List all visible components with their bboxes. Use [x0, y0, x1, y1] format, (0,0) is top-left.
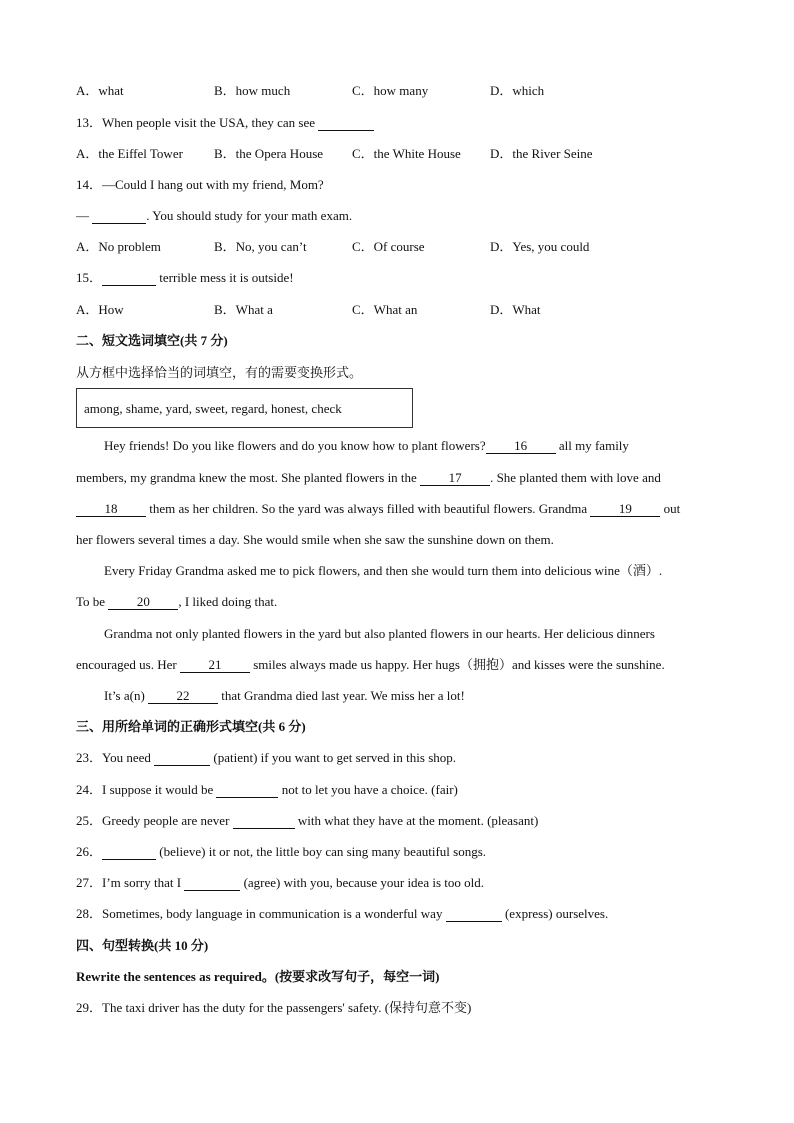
- q24-hint: not to let you have a choice. (fair): [281, 782, 458, 797]
- blank-16: 16: [486, 439, 556, 454]
- q25: [76, 812, 538, 830]
- q26-hint: (believe) it or not, the little boy can sing many beautiful songs.: [159, 844, 486, 859]
- passage-text: Hey friends! Do you like flowers and do you know how to plant flowers?: [104, 438, 486, 453]
- q27-text: 27．I’m sorry that I: [76, 875, 182, 890]
- q15-stem: [76, 269, 294, 287]
- q15-number: 15．: [76, 270, 103, 285]
- q13-blank: [318, 116, 374, 131]
- q25-text: 25．Greedy people are never: [76, 813, 230, 828]
- q28: [76, 905, 608, 923]
- q23-hint: (patient) if you want to get served in this shop.: [213, 750, 457, 765]
- q13-option-c: C．the White House: [352, 146, 461, 161]
- q29: 29．The taxi driver has the duty for the passengers' safety. (保持句意不变): [76, 1000, 472, 1015]
- q15-option-d: D．What: [490, 302, 541, 317]
- q12-option-b: B．how much: [214, 83, 291, 98]
- passage-text: them as her children. So the yard was always filled with beautiful flowers. Grandma: [149, 501, 588, 516]
- q14-reply-text: . You should study for your math exam.: [146, 208, 353, 223]
- q14-reply-dash: —: [76, 208, 89, 223]
- blank-17: 17: [420, 471, 490, 486]
- passage-text: . She planted them with love and: [490, 470, 661, 485]
- passage-line-5: Every Friday Grandma asked me to pick flowers, and then she would turn them into delicious wine（酒）.: [104, 563, 663, 578]
- q12-option-c: C．how many: [352, 83, 429, 98]
- q13-option-b: B．the Opera House: [214, 146, 324, 161]
- blank-20: 20: [108, 595, 178, 610]
- q13-stem-text: 13．When people visit the USA, they can see: [76, 115, 315, 130]
- q28-text: 28．Sometimes, body language in communication is a wonderful way: [76, 906, 443, 921]
- q15-blank: [102, 271, 156, 286]
- q13-option-d: D．the River Seine: [490, 146, 593, 161]
- blank-22: 22: [148, 689, 218, 704]
- q25-blank: [233, 814, 295, 829]
- q14-option-b: B．No, you can’t: [214, 239, 307, 254]
- section4-heading: 四、句型转换(共 10 分): [76, 938, 209, 953]
- q27-hint: (agree) with you, because your idea is too old.: [243, 875, 484, 890]
- passage-line-4: her flowers several times a day. She would smile when she saw the sunshine down on them.: [76, 532, 554, 547]
- q14-reply: [76, 207, 352, 225]
- q15-option-b: B．What a: [214, 302, 273, 317]
- passage-text: , I liked doing that.: [178, 594, 278, 609]
- passage-text: out: [663, 501, 681, 516]
- q26: [76, 843, 486, 861]
- q13-option-a: A．the Eiffel Tower: [76, 146, 183, 161]
- q15-option-c: C．What an: [352, 302, 418, 317]
- section3-heading: 三、用所给单词的正确形式填空(共 6 分): [76, 719, 306, 734]
- passage-text: that Grandma died last year. We miss her a lot!: [221, 688, 465, 703]
- q27: [76, 874, 484, 892]
- q25-hint: with what they have at the moment. (pleasant): [297, 813, 539, 828]
- passage-text: To be: [76, 594, 106, 609]
- section2-heading: 二、短文选词填空(共 7 分): [76, 333, 228, 348]
- passage-line-6: [76, 593, 277, 611]
- q28-hint: (express) ourselves.: [504, 906, 609, 921]
- word-box: among, shame, yard, sweet, regard, honest, check: [76, 388, 413, 428]
- q28-blank: [446, 907, 502, 922]
- q26-number: 26．: [76, 844, 103, 859]
- passage-line-7: Grandma not only planted flowers in the yard but also planted flowers in our hearts. Her delicious dinners: [104, 626, 655, 641]
- q23-text: 23．You need: [76, 750, 151, 765]
- q14-stem: 14．—Could I hang out with my friend, Mom?: [76, 177, 324, 192]
- q23: [76, 749, 456, 767]
- q14-option-c: C．Of course: [352, 239, 425, 254]
- passage-line-8: [76, 656, 665, 674]
- blank-21: 21: [180, 658, 250, 673]
- passage-line-9: [104, 687, 465, 705]
- q23-blank: [154, 751, 210, 766]
- blank-18: 18: [76, 502, 146, 517]
- q14-option-a: A．No problem: [76, 239, 161, 254]
- section4-subheading: Rewrite the sentences as required。(按要求改写句子，每空一词): [76, 969, 440, 984]
- passage-line-1: [104, 437, 629, 455]
- q24-blank: [216, 783, 278, 798]
- passage-text: smiles always made us happy. Her hugs（拥抱）and kisses were the sunshine.: [253, 657, 665, 672]
- q27-blank: [184, 876, 240, 891]
- passage-text: It’s a(n): [104, 688, 145, 703]
- q14-blank: [92, 209, 146, 224]
- passage-line-2: [76, 469, 661, 487]
- q13-stem: [76, 114, 374, 132]
- passage-text: members, my grandma knew the most. She planted flowers in the: [76, 470, 417, 485]
- q24-text: 24．I suppose it would be: [76, 782, 214, 797]
- q15-text: terrible mess it is outside!: [159, 270, 294, 285]
- passage-text: all my family: [558, 438, 629, 453]
- q24: [76, 781, 458, 799]
- q12-option-a: A．what: [76, 83, 124, 98]
- q14-option-d: D．Yes, you could: [490, 239, 590, 254]
- passage-text: encouraged us. Her: [76, 657, 177, 672]
- q26-blank: [102, 845, 156, 860]
- section2-instruction: 从方框中选择恰当的词填空，有的需要变换形式。: [76, 365, 363, 380]
- q15-option-a: A．How: [76, 302, 124, 317]
- blank-19: 19: [590, 502, 660, 517]
- q12-option-d: D．which: [490, 83, 545, 98]
- passage-line-3: [76, 500, 680, 518]
